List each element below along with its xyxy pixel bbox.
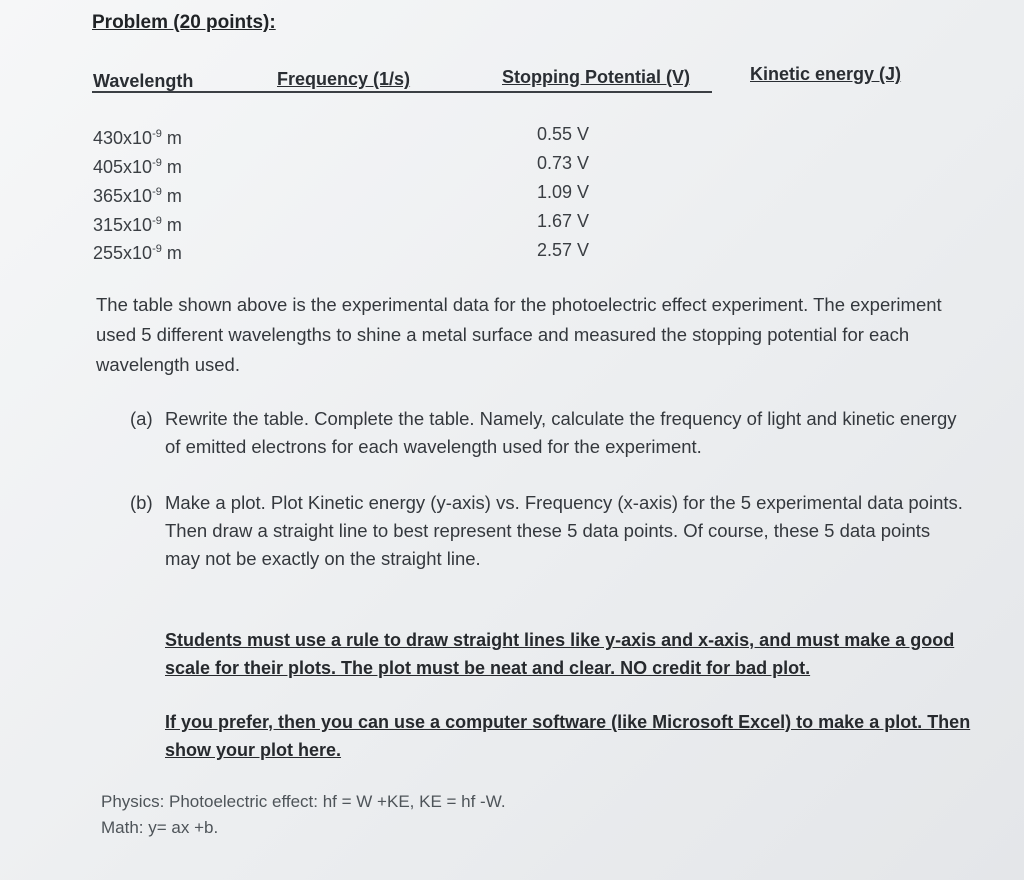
part-a xyxy=(130,405,970,461)
part-a-label: (a) xyxy=(130,408,153,429)
part-b-label: (b) xyxy=(130,492,153,513)
header-stopping-potential: Stopping Potential (V) xyxy=(502,67,690,87)
wavelength-cell: $255x10^{-9}$ m xyxy=(93,243,182,263)
header-kinetic-energy: Kinetic energy (J) xyxy=(750,64,902,84)
wavelength-cell: $430x10^{-9}$ m xyxy=(93,128,182,148)
problem-title: Problem (20 points): xyxy=(92,12,276,33)
part-b-text-2: Then draw a straight line to best represent these 5 data points. Of course, these 5 data points may not be exactly on the straight line. xyxy=(165,520,931,569)
stopping-potential-cell: 1.09 V xyxy=(537,182,590,202)
stopping-potential-cell: 2.57 V xyxy=(537,240,590,260)
software-note: If you prefer, then you can use a computer software (like Microsoft Excel) to make a plot. Then show your plot here. xyxy=(165,712,971,760)
stopping-potential-cell: 1.67 V xyxy=(537,211,590,231)
header-wavelength: Wavelength xyxy=(93,71,194,91)
table-header-divider xyxy=(92,91,712,93)
wavelength-cell: $365x10^{-9}$ m xyxy=(93,186,182,206)
physics-formula-line: Physics: Photoelectric effect: hf = W +KE, KE = hf -W. xyxy=(101,792,506,811)
part-b-text-1: Make a plot. Plot Kinetic energy (y-axis) vs. Frequency (x-axis) for the 5 experimental data points. xyxy=(165,492,963,513)
intro-paragraph: The table shown above is the experimental data for the photoelectric effect experiment. The experiment used 5 different wavelengths to shine a metal surface and measured the stopping potential for each wavelength used. xyxy=(96,294,942,375)
math-formula-line: Math: y= ax +b. xyxy=(101,818,219,837)
wavelength-cell: $315x10^{-9}$ m xyxy=(93,215,182,235)
stopping-potential-cell: 0.55 V xyxy=(537,124,590,144)
wavelength-cell: $405x10^{-9}$ m xyxy=(93,157,182,177)
header-frequency: Frequency (1/s) xyxy=(277,69,411,89)
stopping-potential-cell: 0.73 V xyxy=(537,153,590,173)
plot-requirements-note: Students must use a rule to draw straight lines like y-axis and x-axis, and must make a good scale for their plots. The plot must be neat and clear. NO credit for bad plot. xyxy=(165,630,955,678)
part-a-text: Rewrite the table. Complete the table. Namely, calculate the frequency of light and kinetic energy of emitted electrons for each wavelength used for the experiment. xyxy=(165,408,957,457)
part-b xyxy=(130,489,970,573)
